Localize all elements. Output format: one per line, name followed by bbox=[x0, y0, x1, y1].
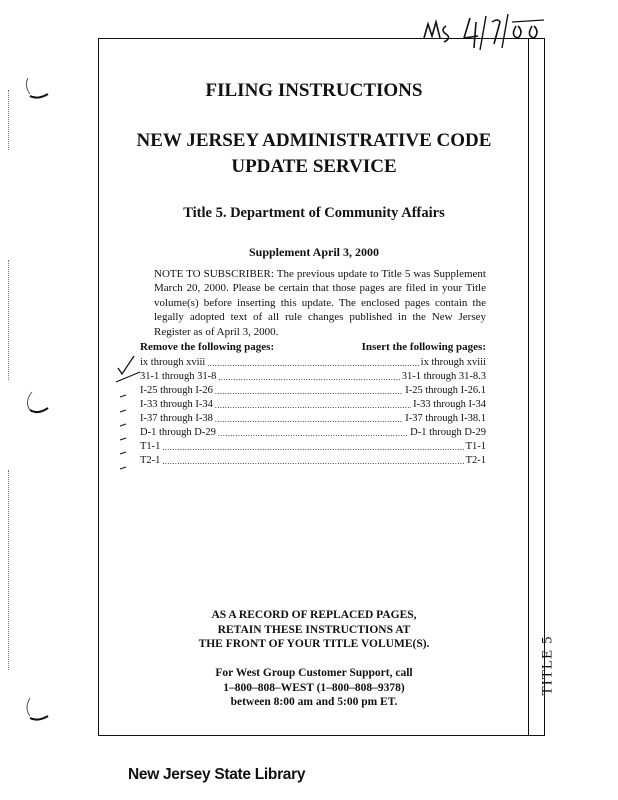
scan-artifact bbox=[8, 90, 9, 150]
page-replacement-table bbox=[140, 355, 486, 467]
support-hours: between 8:00 am and 5:00 pm ET. bbox=[230, 696, 398, 708]
code-title bbox=[98, 128, 530, 180]
table-row bbox=[140, 453, 486, 467]
dot-leader bbox=[162, 456, 463, 467]
dot-leader bbox=[218, 428, 408, 439]
remove-pages: D-1 through D-29 bbox=[140, 427, 216, 438]
dot-leader bbox=[207, 358, 418, 369]
insert-header: Insert the following pages: bbox=[361, 341, 486, 353]
table-row bbox=[140, 411, 486, 425]
subscriber-note bbox=[140, 267, 486, 339]
insert-pages: I-25 through I-26.1 bbox=[405, 385, 486, 396]
scan-artifact bbox=[8, 470, 9, 670]
dot-leader bbox=[215, 386, 403, 397]
table-row bbox=[140, 439, 486, 453]
page-title: FILING INSTRUCTIONS bbox=[205, 80, 423, 101]
binder-hole-icon bbox=[22, 694, 52, 724]
remove-pages: ix through xviii bbox=[140, 357, 206, 368]
insert-pages: T1-1 bbox=[465, 441, 486, 452]
table-row bbox=[140, 425, 486, 439]
table-row bbox=[140, 383, 486, 397]
record-line-1: AS A RECORD OF REPLACED PAGES, bbox=[211, 609, 417, 621]
supplement-date: Supplement April 3, 2000 bbox=[248, 245, 380, 259]
insert-pages: D-1 through D-29 bbox=[410, 427, 486, 438]
dot-leader bbox=[215, 400, 411, 411]
support-line-1: For West Group Customer Support, call bbox=[215, 667, 413, 679]
side-tab-label: TITLE 5 bbox=[539, 635, 556, 695]
side-tab bbox=[535, 610, 561, 720]
insert-pages: 31-1 through 31-8.3 bbox=[401, 371, 486, 382]
insert-pages: ix through xviii bbox=[420, 357, 486, 368]
dot-leader bbox=[162, 442, 463, 453]
remove-pages: T1-1 bbox=[140, 441, 161, 452]
remove-header: Remove the following pages: bbox=[140, 341, 275, 353]
support-phone: 1–800–808–WEST (1–800–808–9378) bbox=[223, 681, 405, 694]
table-row bbox=[140, 369, 486, 383]
table-row bbox=[140, 397, 486, 411]
scan-artifact bbox=[8, 260, 9, 380]
remove-pages: I-37 through I-38 bbox=[140, 413, 213, 424]
binder-hole-icon bbox=[22, 72, 52, 102]
customer-support bbox=[98, 666, 530, 710]
insert-pages: I-33 through I-34 bbox=[413, 399, 486, 410]
library-stamp: New Jersey State Library bbox=[128, 766, 306, 783]
dot-leader bbox=[215, 414, 403, 425]
table-row bbox=[140, 355, 486, 369]
remove-pages: 31-1 through 31-8 bbox=[140, 371, 217, 382]
remove-pages: I-33 through I-34 bbox=[140, 399, 213, 410]
insert-pages: T2-1 bbox=[465, 455, 486, 466]
code-title-line-1: NEW JERSEY ADMINISTRATIVE CODE bbox=[136, 130, 492, 151]
remove-pages: T2-1 bbox=[140, 455, 161, 466]
remove-pages: I-25 through I-26 bbox=[140, 385, 213, 396]
insert-pages: I-37 through I-38.1 bbox=[405, 413, 486, 424]
subscriber-note-text: NOTE TO SUBSCRIBER: The previous update to Title 5 was Supplement March 20, 2000. Please be certain that those pages are filed in your Title volume(s) before inserting this update. The enclosed pages contain the legally adopted text of all rule changes published in the New Jersey Register as of April 3, 2000. bbox=[154, 268, 486, 338]
record-line-3: THE FRONT OF YOUR TITLE VOLUME(S). bbox=[198, 638, 430, 650]
title-section: Title 5. Department of Community Affairs bbox=[183, 205, 445, 221]
record-instructions bbox=[98, 608, 530, 652]
code-title-line-2: UPDATE SERVICE bbox=[231, 156, 397, 177]
binder-hole-icon bbox=[22, 388, 52, 418]
dot-leader bbox=[218, 372, 399, 383]
record-line-2: RETAIN THESE INSTRUCTIONS AT bbox=[217, 623, 411, 636]
